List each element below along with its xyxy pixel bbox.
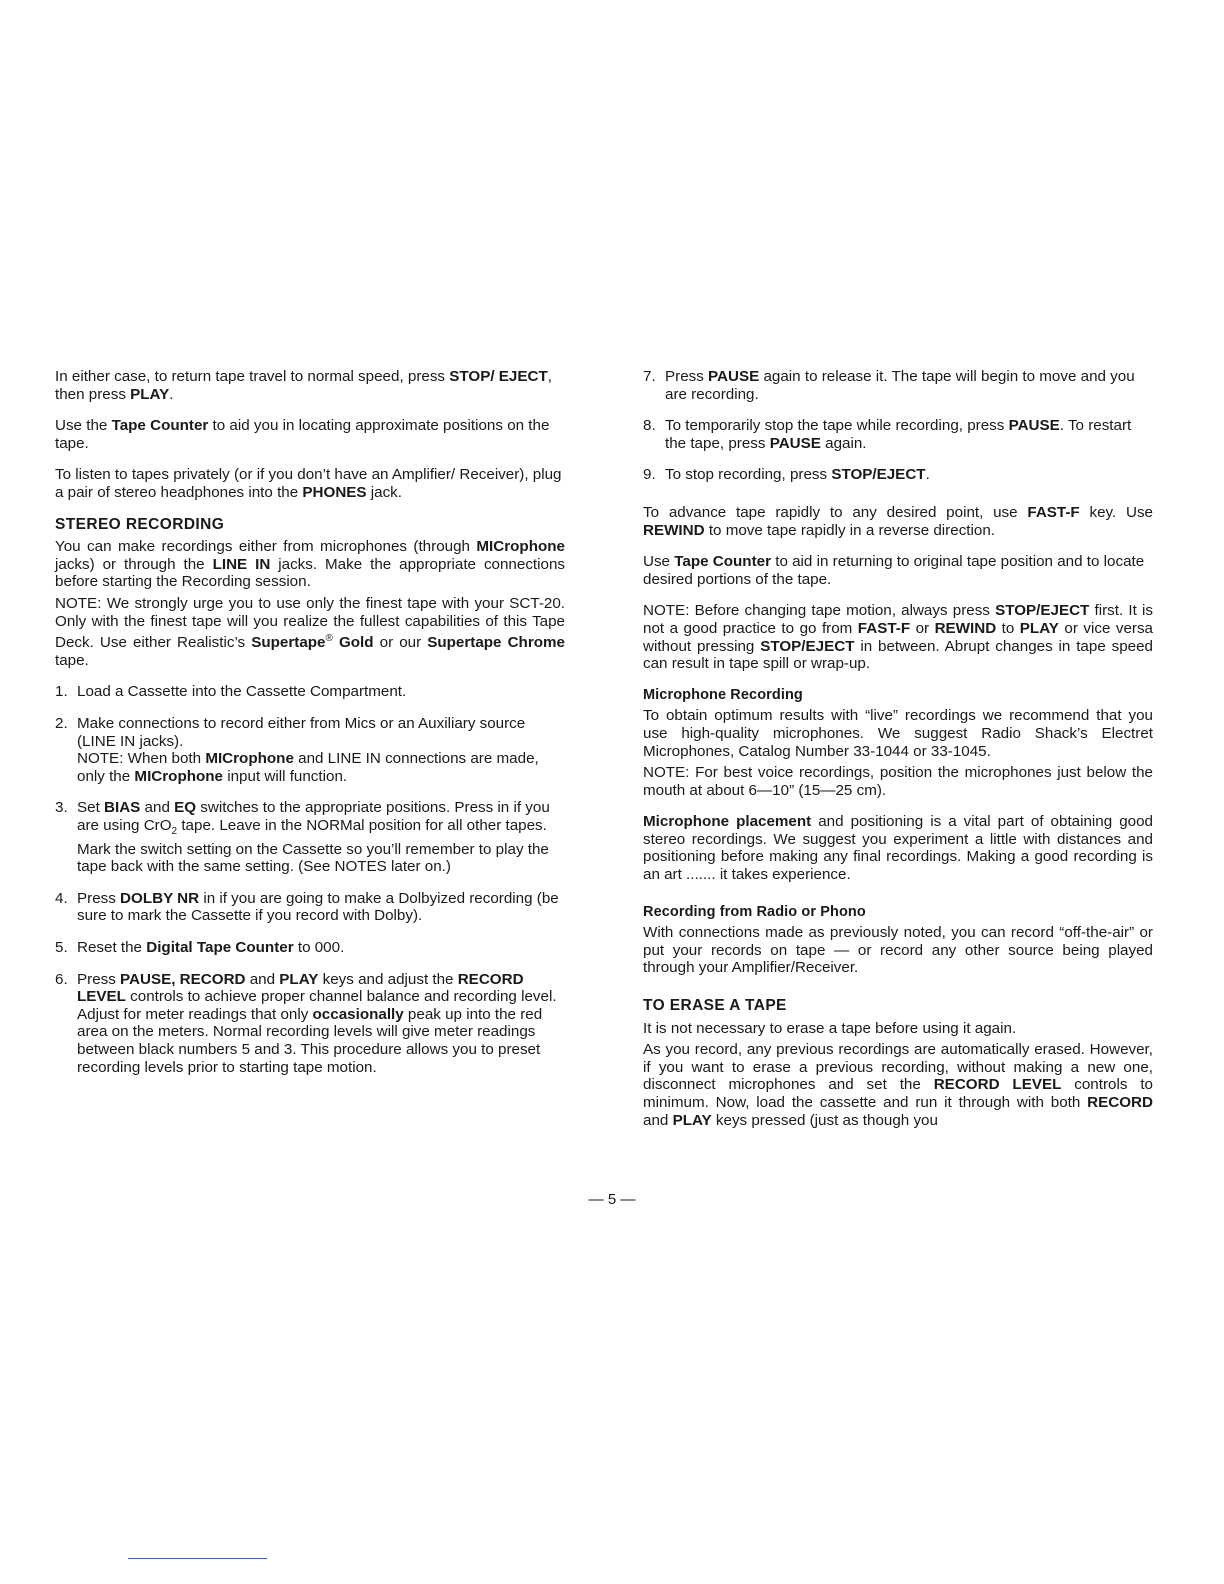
paragraph-tape-motion-note: NOTE: Before changing tape motion, always press STOP/EJECT first. It is not a good practice to go from FAST-F or REWIND to PLAY or vice versa without pressing STOP/EJECT in between. Abrupt changes in tape speed can result in tape spill or wrap-up. [643,602,1154,673]
paragraph-mic-placement: Microphone placement and positioning is a vital part of obtaining good stereo recordings. We suggest you experiment a little with distances and positioning before making any final recordings. Making a good recording is an art ....... it takes experience. [643,813,1153,884]
paragraph-voice-note: NOTE: For best voice recordings, position the microphones just below the mouth at about 6—10” (15—25 cm). [643,764,1153,799]
footer-rule [128,1558,267,1559]
paragraph-connections: You can make recordings either from microphones (through MICrophone jacks) or through the LINE IN jacks. Make the appropriate connections before starting the Recording session. [55,538,565,591]
step-note: NOTE: When both MICrophone and LINE IN connections are made, only the MICrophone input will function. [77,750,539,785]
list-item: 6. Press PAUSE, RECORD and PLAY keys and adjust the RECORD LEVEL controls to achieve proper channel balance and recording level. Adjust for meter readings that only occasionally peak up into the red area on the meters. Normal recording levels will give meter readings between black numbers 5 and 3. This procedure allows you to preset recording levels prior to starting tape motion. [55,970,557,1076]
list-item: 2. Make connections to record either from Mics or an Auxiliary source (LINE IN jacks). NOTE: When both MICrophone and LINE IN connections are made, only the MICrophone input will function. [55,715,565,785]
list-item: 4. Press DOLBY NR in if you are going to make a Dolbyized recording (be sure to mark the Cassette if you record with Dolby). [55,889,559,925]
paragraph-microphones: To obtain optimum results with “live” recordings we recommend that you use high-quality microphones. We suggest Radio Shack’s Electret Microphones, Catalog Number 33-1044 or 33-1045. [643,707,1153,760]
paragraph-tape-counter: Use the Tape Counter to aid you in locating approximate positions on the tape. [55,417,550,452]
list-item: 7. Press PAUSE again to release it. The tape will begin to move and you are recording. [643,368,1135,403]
paragraph-tape-counter: Use Tape Counter to aid in returning to original tape position and to locate desired portions of the tape. [643,553,1145,588]
paragraph-erase-not-necessary: It is not necessary to erase a tape before using it again. [643,1019,1017,1037]
paragraph-tape-note: NOTE: We strongly urge you to use only the finest tape with your SCT-20. Only with the finest tape will you realize the fullest capabilities of this Tape Deck. Use either Realistic’s Supertape® Gold or our Supertape Chrome tape. [55,594,565,669]
list-item: 8. To temporarily stop the tape while recording, press PAUSE. To restart the tape, press PAUSE again. [643,417,1132,452]
list-item: 5. Reset the Digital Tape Counter to 000. [55,938,345,956]
section-heading-radio-phono: Recording from Radio or Phono [643,903,866,920]
section-heading-microphone-recording: Microphone Recording [643,686,803,703]
list-item: 9. To stop recording, press STOP/EJECT. [643,466,930,484]
paragraph-headphones: To listen to tapes privately (or if you don’t have an Amplifier/ Receiver), plug a pair of stereo headphones into the PHONES jack. [55,466,562,501]
section-heading-stereo-recording: STEREO RECORDING [55,515,225,533]
section-heading-erase-tape: TO ERASE A TAPE [643,997,787,1015]
paragraph-fast-forward: To advance tape rapidly to any desired point, use FAST-F key. Use REWIND to move tape rapidly in a reverse direction. [643,503,1153,539]
left-column [55,368,565,1090]
paragraph-normal-speed: In either case, to return tape travel to normal speed, press STOP/ EJECT, then press PLAY. [55,368,552,403]
paragraph-erase-procedure: As you record, any previous recordings are automatically erased. However, if you want to erase a previous recording, without making a new one, disconnect microphones and set the RECORD LEVEL controls to minimum. Now, load the cassette and run it through with both RECORD and PLAY keys pressed (just as though you [643,1041,1153,1129]
page-number: — 5 — [588,1191,636,1208]
list-item: 3. Set BIAS and EQ switches to the appropriate positions. Press in if you are using CrO$_2$ tape. Leave in the NORMal position for all other tapes. Mark the switch setting on the Cassette so you’ll remember to play the tape back with the same setting. (See NOTES later on.) [55,799,550,876]
list-item: 1. Load a Cassette into the Cassette Compartment. [55,683,407,701]
right-column [643,368,1153,1143]
paragraph-off-the-air: With connections made as previously noted, you can record “off-the-air” or put your records on tape — or record any other source being played through your Amplifier/Receiver. [643,924,1153,977]
